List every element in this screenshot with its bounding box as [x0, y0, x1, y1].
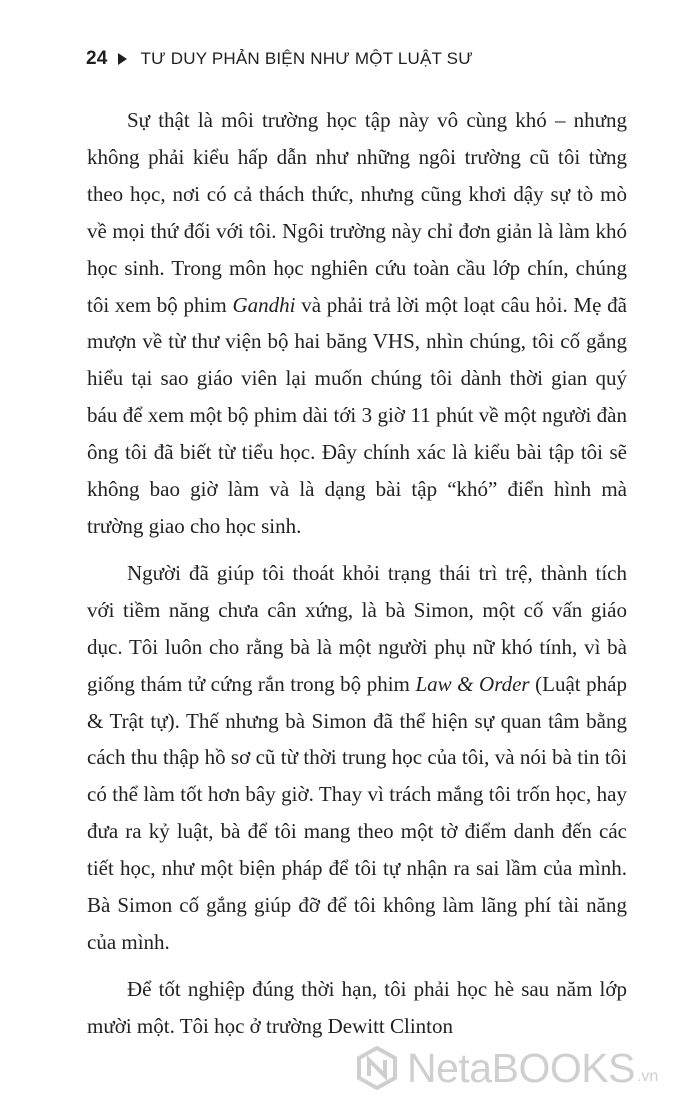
netabooks-logo-icon — [355, 1046, 399, 1090]
paragraph-1-text-b: và phải trả lời một loạt câu hỏi. Mẹ đã mượn về từ thư viện bộ hai băng VHS, nhìn chúng, tôi cố gắng hiểu tại sao giáo viên lại muốn chúng tôi dành thời gian quý báu để xem một bộ phim dài tới 3 giờ 11 phút về một người đàn ông tôi đã biết từ tiểu học. Đây chính xác là kiểu bài tập tôi sẽ không bao giờ làm và là dạng bài tập “khó” điển hình mà trường giao cho học sinh. — [87, 292, 627, 538]
watermark-text: NetaBOOKS — [407, 1044, 635, 1091]
paragraph-2-text-b: (Luật pháp & Trật tự). Thế nhưng bà Simon đã thể hiện sự quan tâm bằng cách thu thập hồ sơ cũ từ thời trung học của tôi, và nói bà tin tôi có thể làm tốt hơn bây giờ. Thay vì trách mắng tôi trốn học, hay đưa ra kỷ luật, bà để tôi mang theo một tờ điểm danh đến các tiết học, như một biện pháp để tôi tự nhận ra sai lầm của mình. Bà Simon cố gắng giúp đỡ để tôi không làm lãng phí tài năng của mình. — [87, 671, 627, 954]
paragraph-1-text-a: Sự thật là môi trường học tập này vô cùng khó – nhưng không phải kiểu hấp dẫn như những ngôi trường cũ tôi từng theo học, nơi có cả thách thức, nhưng cũng khơi dậy sự tò mò về mọi thứ đối với tôi. Ngôi trường này chỉ đơn giản là làm khó học sinh. Trong môn học nghiên cứu toàn cầu lớp chín, chúng tôi xem bộ phim — [87, 108, 627, 317]
book-title: TƯ DUY PHẢN BIỆN NHƯ MỘT LUẬT SƯ — [140, 49, 473, 68]
watermark — [355, 1038, 658, 1098]
paragraph-1 — [87, 102, 627, 545]
running-header — [86, 44, 473, 74]
movie-title-gandhi: Gandhi — [232, 292, 296, 317]
arrow-right-icon — [118, 53, 127, 65]
paragraph-3: Để tốt nghiệp đúng thời hạn, tôi phải học hè sau năm lớp mười một. Tôi học ở trường Dewitt Clinton — [87, 976, 627, 1038]
page-body — [87, 102, 627, 1055]
show-title-law-order: Law & Order — [415, 671, 530, 696]
page-number: 24 — [86, 48, 108, 69]
paragraph-2 — [87, 555, 627, 961]
watermark-suffix: .vn — [636, 1068, 659, 1085]
paragraph-2-text-a: Người đã giúp tôi thoát khỏi trạng thái trì trệ, thành tích với tiềm năng chưa cân xứng, là bà Simon, một cố vấn giáo dục. Tôi luôn cho rằng bà là một người phụ nữ khó tính, vì bà giống thám tử cứng rắn trong bộ phim — [87, 560, 627, 696]
